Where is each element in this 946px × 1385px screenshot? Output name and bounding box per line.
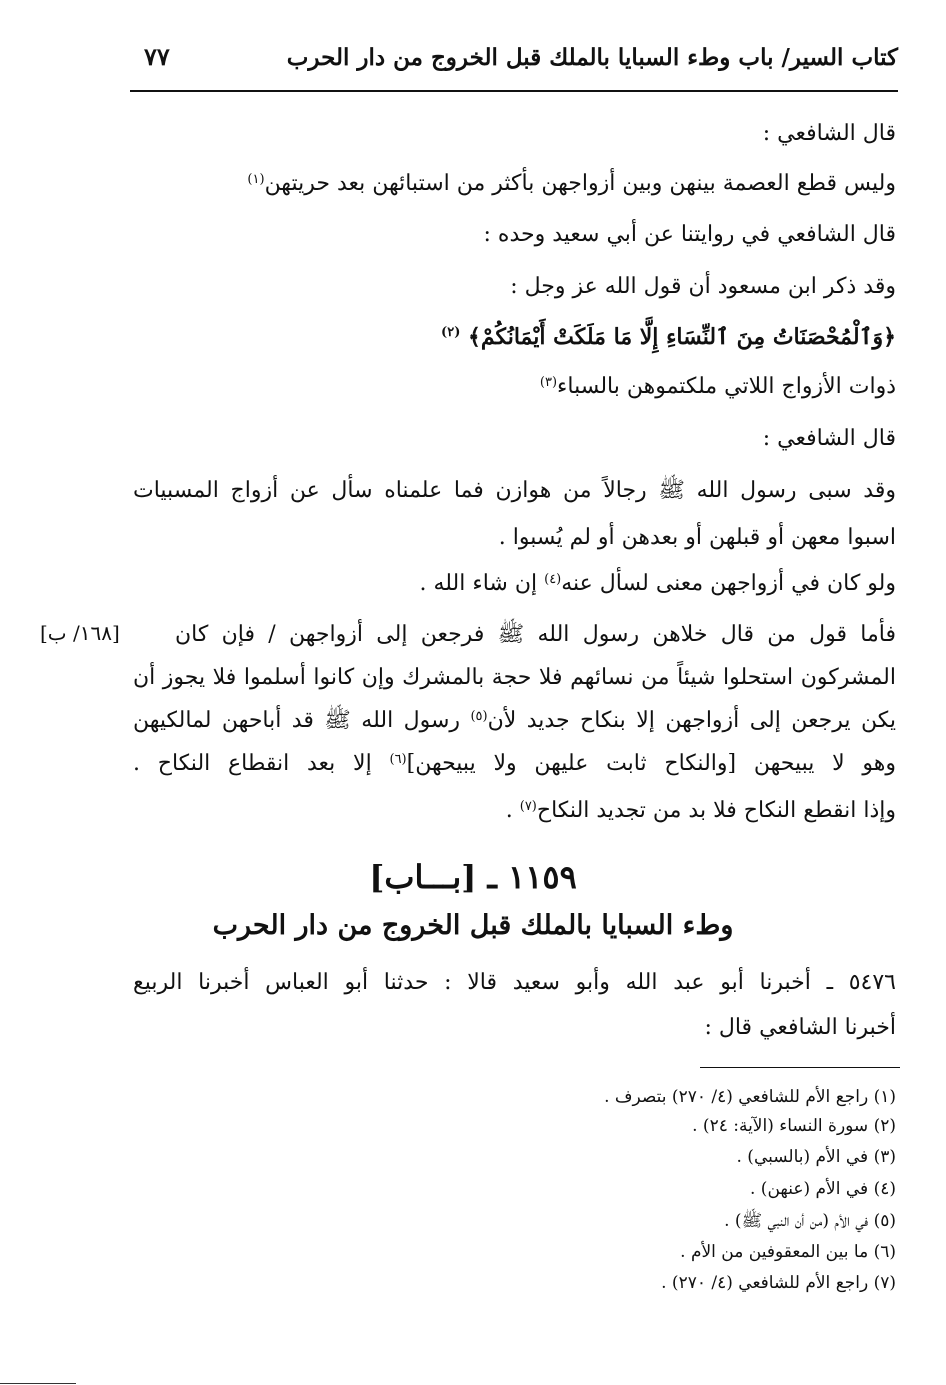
footnote-ref: (٧)	[519, 799, 537, 814]
chapter-title: وطء السبايا بالملك قبل الخروج من دار الحرب	[212, 910, 734, 941]
footnote-ref: (٢)	[441, 325, 461, 340]
body-line-8: وقد سبى رسول الله ﷺ رجالاً من هوازن فما علمناه سأل عن أزواج المسبيات	[133, 478, 896, 503]
footnote-6: (٦) ما بين المعقوفين من الأم .	[680, 1242, 896, 1262]
footnote-7: (٧) راجع الأم للشافعي (٤/ ٢٧٠) .	[661, 1273, 896, 1293]
chapter-number: ١١٥٩ ـ [بـــاب]	[369, 858, 577, 896]
footnote-ref: (٤)	[544, 572, 562, 587]
body-line-11: فأما قول من قال خلاهن رسول الله ﷺ فرجعن إلى أزواجهن / فإن كان	[175, 622, 896, 647]
body-line-4: وقد ذكر ابن مسعود أن قول الله عز وجل :	[510, 274, 896, 299]
footnote-3: (٣) في الأم (بالسبي) .	[736, 1147, 896, 1167]
body-line-14: وهو لا يبيحهن [والنكاح ثابت عليهن ولا يبيحهن]$^{(٦)}$ إلا بعد انقطاع النكاح .	[133, 751, 896, 776]
body-line-9: اسبوا معهن أو قبلهن أو بعدهن أو لم يُسبوا .	[498, 525, 896, 550]
footnote-1: (١) راجع الأم للشافعي (٤/ ٢٧٠) بتصرف .	[604, 1087, 896, 1107]
hadith-line-1: ٥٤٧٦ ـ أخبرنا أبو عبد الله وأبو سعيد قالا : حدثنا أبو العباس أخبرنا الربيع	[133, 970, 896, 995]
footnote-ref: (١)	[247, 172, 265, 187]
body-line-2: وليس قطع العصمة بينهن وبين أزواجهن بأكثر من استبائهن بعد حريتهن$^{(١)}$	[247, 171, 896, 196]
scan-edge-mark	[0, 1383, 76, 1384]
manuscript-folio-ref: [١٦٨/ ب]	[40, 621, 120, 645]
page-number: ٧٧	[144, 42, 170, 71]
body-line-7: قال الشافعي :	[762, 426, 896, 451]
body-line-12: المشركون استحلوا شيئاً من نسائهم فلا حجة بالمشرك وإن كانوا أسلموا فلا يجوز أن	[133, 665, 896, 690]
footnote-separator	[700, 1067, 900, 1068]
running-title: كتاب السير/ باب وطء السبايا بالملك قبل الخروج من دار الحرب	[286, 44, 898, 71]
page-header	[130, 40, 898, 92]
quran-verse: ﴿وَٱلْمُحْصَنَاتُ مِنَ ٱلنِّسَاءِ إِلَّا مَا مَلَكَتْ أَيْمَانُكُمْ﴾ $^{(٢)}$	[441, 324, 896, 350]
body-line-1: قال الشافعي :	[762, 121, 896, 146]
body-line-13: يكن يرجعن إلى أزواجهن إلا بنكاح جديد لأن$^{(٥)}$ رسول الله ﷺ قد أباحهن لمالكيهن	[133, 708, 896, 733]
footnote-2: (٢) سورة النساء (الآية: ٢٤) .	[692, 1116, 896, 1136]
body-line-15: وإذا انقطع النكاح فلا بد من تجديد النكاح$^{(٧)}$ .	[505, 798, 896, 823]
body-line-3: قال الشافعي في روايتنا عن أبي سعيد وحده :	[483, 222, 896, 247]
body-line-10: ولو كان في أزواجهن معنى لسأل عنه$^{(٤)}$ إن شاء الله .	[419, 571, 896, 596]
footnote-ref: (٣)	[539, 375, 558, 390]
body-line-6: ذوات الأزواج اللاتي ملكتموهن بالسباء$^{(٣)}$	[539, 374, 896, 399]
footnote-ref: (٦)	[389, 752, 407, 767]
hadith-line-2: أخبرنا الشافعي قال :	[704, 1015, 896, 1040]
footnote-4: (٤) في الأم (عنهن) .	[750, 1179, 896, 1199]
footnote-ref: (٥)	[470, 709, 488, 724]
footnote-5: (٥) في الأم (من أن النبي ﷺ) .	[724, 1211, 896, 1231]
